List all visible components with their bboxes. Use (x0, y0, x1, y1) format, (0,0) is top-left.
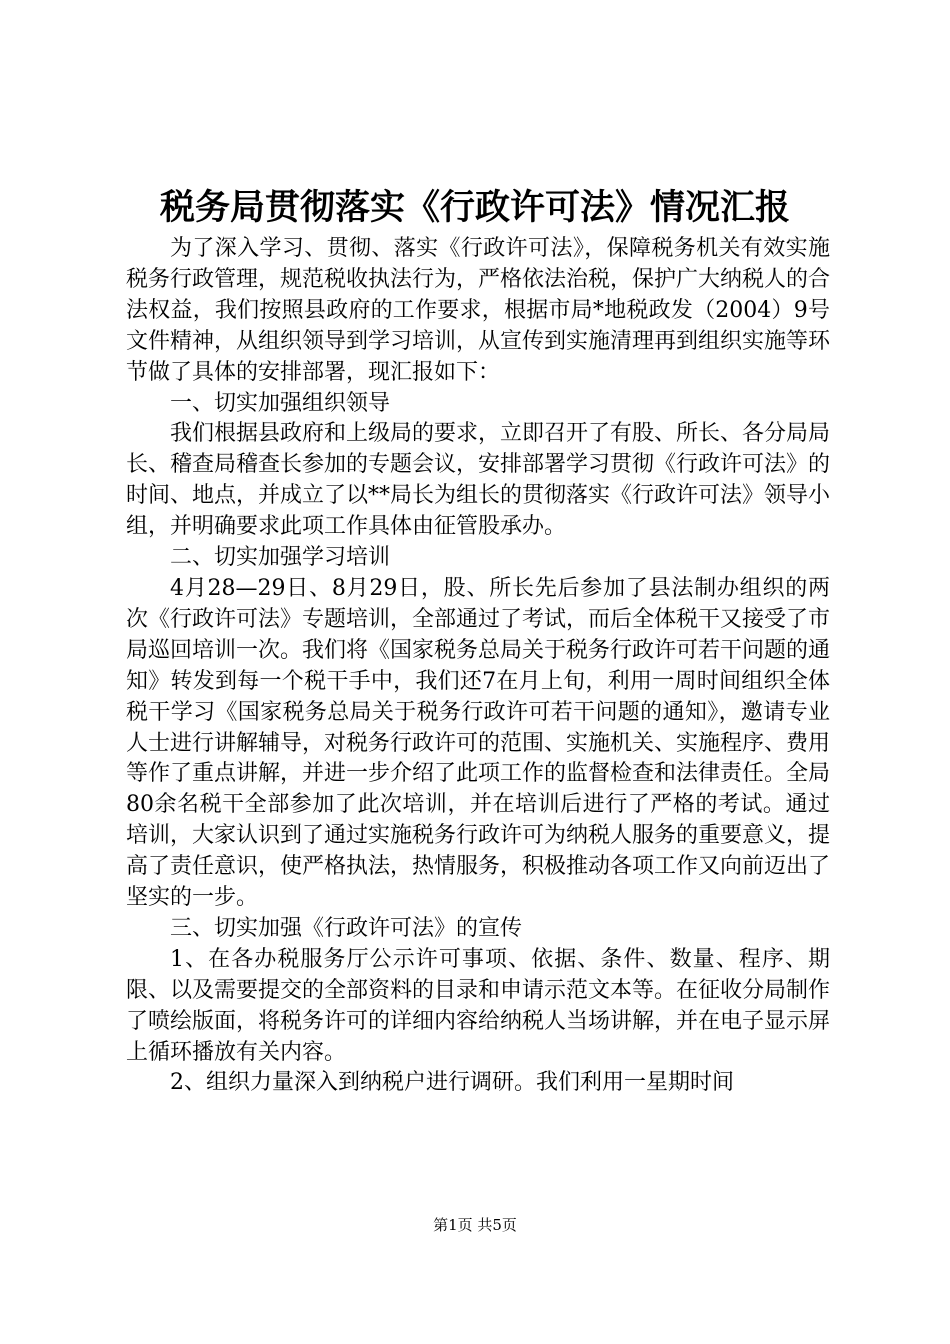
paragraph-section-2: 4月28—29日、8月29日，股、所长先后参加了县法制办组织的两次《行政许可法》专题培训，全部通过了考试，而后全体税干又接受了市局巡回培训一次。我们将《国家税务总局关于税务行政许可若干问题的通知》转发到每一个税干手中，我们还7在月上旬，利用一周时间组织全体税干学习《国家税务总局关于税务行政许可若干问题的通知》，邀请专业人士进行讲解辅导，对税务行政许可的范围、实施机关、实施程序、费用等作了重点讲解，并进一步介绍了此项工作的监督检查和法律责任。全局80余名税干全部参加了此次培训，并在培训后进行了严格的考试。通过培训，大家认识到了通过实施税务行政许可为纳税人服务的重要意义，提高了责任意识，使严格执法，热情服务，积极推动各项工作又向前迈出了坚实的一步。 (126, 575, 831, 911)
paragraph-section-3-item-2: 2、组织力量深入到纳税户进行调研。我们利用一星期时间 (170, 1070, 734, 1096)
paragraph-intro: 为了深入学习、贯彻、落实《行政许可法》，保障税务机关有效实施税务行政管理，规范税收执法行为，严格依法治税，保护广大纳税人的合法权益，我们按照县政府的工作要求，根据市局*地税政发（2004）9号文件精神，从组织领导到学习培训，从宣传到实施清理再到组织实施等环节做了具体的安排部署，现汇报如下： (126, 236, 831, 385)
section-heading-1: 一、切实加强组织领导 (170, 390, 391, 416)
document-body (126, 234, 830, 1099)
section-heading-2: 二、切实加强学习培训 (170, 545, 391, 571)
section-heading-3: 三、切实加强《行政许可法》的宣传 (170, 915, 523, 941)
paragraph-section-3-item-1: 1、在各办税服务厅公示许可事项、依据、条件、数量、程序、期限、以及需要提交的全部资料的目录和申请示范文本等。在征收分局制作了喷绘版面，将税务许可的详细内容给纳税人当场讲解，并在电子显示屏上循环播放有关内容。 (126, 946, 831, 1065)
paragraph-section-1: 我们根据县政府和上级局的要求，立即召开了有股、所长、各分局局长、稽查局稽查长参加的专题会议，安排部署学习贯彻《行政许可法》的时间、地点，并成立了以**局长为组长的贯彻落实《行政许可法》领导小组，并明确要求此项工作具体由征管股承办。 (126, 421, 831, 540)
page-footer: 第1页 共5页 (433, 1216, 517, 1234)
page-title: 税务局贯彻落实《行政许可法》情况汇报 (159, 187, 790, 228)
